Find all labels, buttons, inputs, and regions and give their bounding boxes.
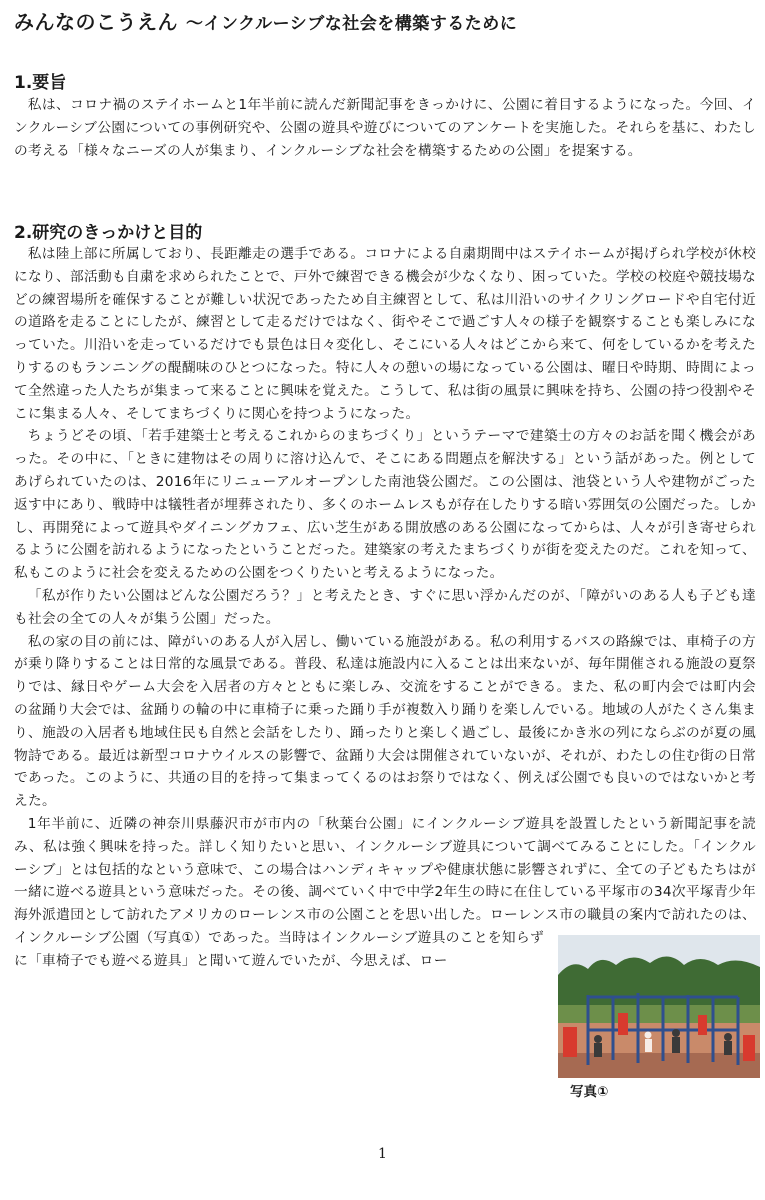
motive-paragraph: 「私が作りたい公園はどんな公園だろう？」と考えたとき、すぐに思い浮かんだのが、「障がいのある人も子ども達も社会の全ての人々が集う公園」だった。: [14, 587, 756, 627]
section-heading-motive: 2.研究のきっかけと目的: [14, 223, 203, 243]
document-title: [14, 6, 517, 35]
summary-text: [14, 94, 756, 162]
title-main: みんなのこうえん: [14, 10, 178, 34]
photo-caption: 写真①: [570, 1084, 609, 1100]
playground-photo: [558, 935, 760, 1078]
motive-paragraph: 私の家の目の前には、障がいのある人が入居し、働いている施設がある。私の利用するバスの路線では、車椅子の方が乗り降りすることは日常的な風景である。普段、私達は施設内に入ることは出来ないが、毎年開催される施設の夏祭りでは、縁日やゲーム大会を入居者の方々とともに楽しみ、交流をすることができる。また、私の町内会では町内会の盆踊り大会では、盆踊りの輪の中に車椅子に乗った踊り手が複数入り踊りを楽しんでいる。地域の人がたくさん集まり、施設の入居者も地域住民も自然と会話をしたり、踊ったりと楽しく過ごし、最後にかき氷の列にならぶのが夏の風物詩である。最近は新型コロナウイルスの影響で、盆踊り大会は開催されていないが、それが、わたしの住む街の日常であった。このように、共通の目的を持って集まってくるのはお祭りではなく、例えば公園でも良いのではないかと考えた。: [14, 633, 756, 810]
section-heading-summary: 1.要旨: [14, 73, 67, 93]
motive-paragraph: 私は陸上部に所属しており、長距離走の選手である。コロナによる自粛期間中はステイホームが掲げられ学校が休校になり、部活動も自粛を求められたことで、戸外で練習できる機会が少なくなり、困っていた。学校の校庭や競技場などの練習場所を確保することが難しい状況であったため自主練習として、私は川沿いのサイクリングロードや自宅付近の道路を走ることにしたが、練習として走るだけではなく、街やそこで過ごす人々の様子を観察することも楽しみになっていた。川沿いを走っているだけでも景色は日々変化し、そこにいる人々はどこから来て、何をしているかを考えたりするのもランニングの醍醐味のひとつになった。特に人々の憩いの場になっている公園は、曜日や時期、時間によって全然違った人たちが集まって来ることに興味を覚えた。こうして、私は街の風景に興味を持ち、公園の持つ役割やそこに集まる人々、そしてまちづくりに関心を持つようになった。: [14, 246, 756, 422]
page-number: 1: [378, 1146, 387, 1162]
playground-photo-image: [558, 935, 760, 1078]
motive-paragraph: ちょうどその頃、「若手建築士と考えるこれからのまちづくり」というテーマで建築士の方々のお話を聞く機会があった。その中に、「ときに建物はその周りに溶け込んで、そこにある問題点を解決する」という話があった。例としてあげられていたのは、2016年にリニューアルオープンした南池袋公園だ。この公園は、池袋という人や建物がごった返す中にあり、戦時中は犠牲者が埋葬されたり、多くのホームレスもが存在したりする暗い雰囲気の公園だった。しかし、再開発によって遊具やダイニングカフェ、広い芝生がある開放感のある公園になってからは、人々が引き寄せられるように公園を訪れるようになったということだった。建築家の考えたまちづくりが街を変えたのだ。これを知って、私もこのように社会を変えるための公園をつくりたいと考えるようになった。: [14, 428, 756, 582]
title-subtitle: ～インクルーシブな社会を構築するために: [186, 14, 518, 34]
motive-paragraph: 1年半前に、近隣の神奈川県藤沢市が市内の「秋葉台公園」にインクルーシブ遊具を設置したという新聞記事を読み、私は強く興味を持った。詳しく知りたいと思い、インクルーシブ遊具について調べてみることにした。「インクルーシブ」とは包括的なという意味で、この場合はハンディキャップや健康状態に影響されずに、全ての子どもたちはが一緒に遊べる遊具という意味だった。その後、調べていく中で中学2年生の時に在住している平塚市の34次平塚青少年海外派遣団として訪れたアメリカのローレンス市の公園ことを思い出した。ローレンス市の職員の案内で訪れたのは、インクルーシブ公園（写真①）であった。当時はインクルーシブ遊具のことを知らずに「車椅子でも遊べる遊具」と聞いて遊んでいたが、今思えば、ロー: [14, 813, 756, 973]
summary-paragraph: 私は、コロナ禍のステイホームと1年半前に読んだ新聞記事をきっかけに、公園に着目するようになった。今回、インクルーシブ公園についての事例研究や、公園の遊具や遊びについてのアンケートを実施した。それらを基に、わたしの考える「様々なニーズの人が集まり、インクルーシブな社会を構築するための公園」を提案する。: [14, 97, 756, 159]
